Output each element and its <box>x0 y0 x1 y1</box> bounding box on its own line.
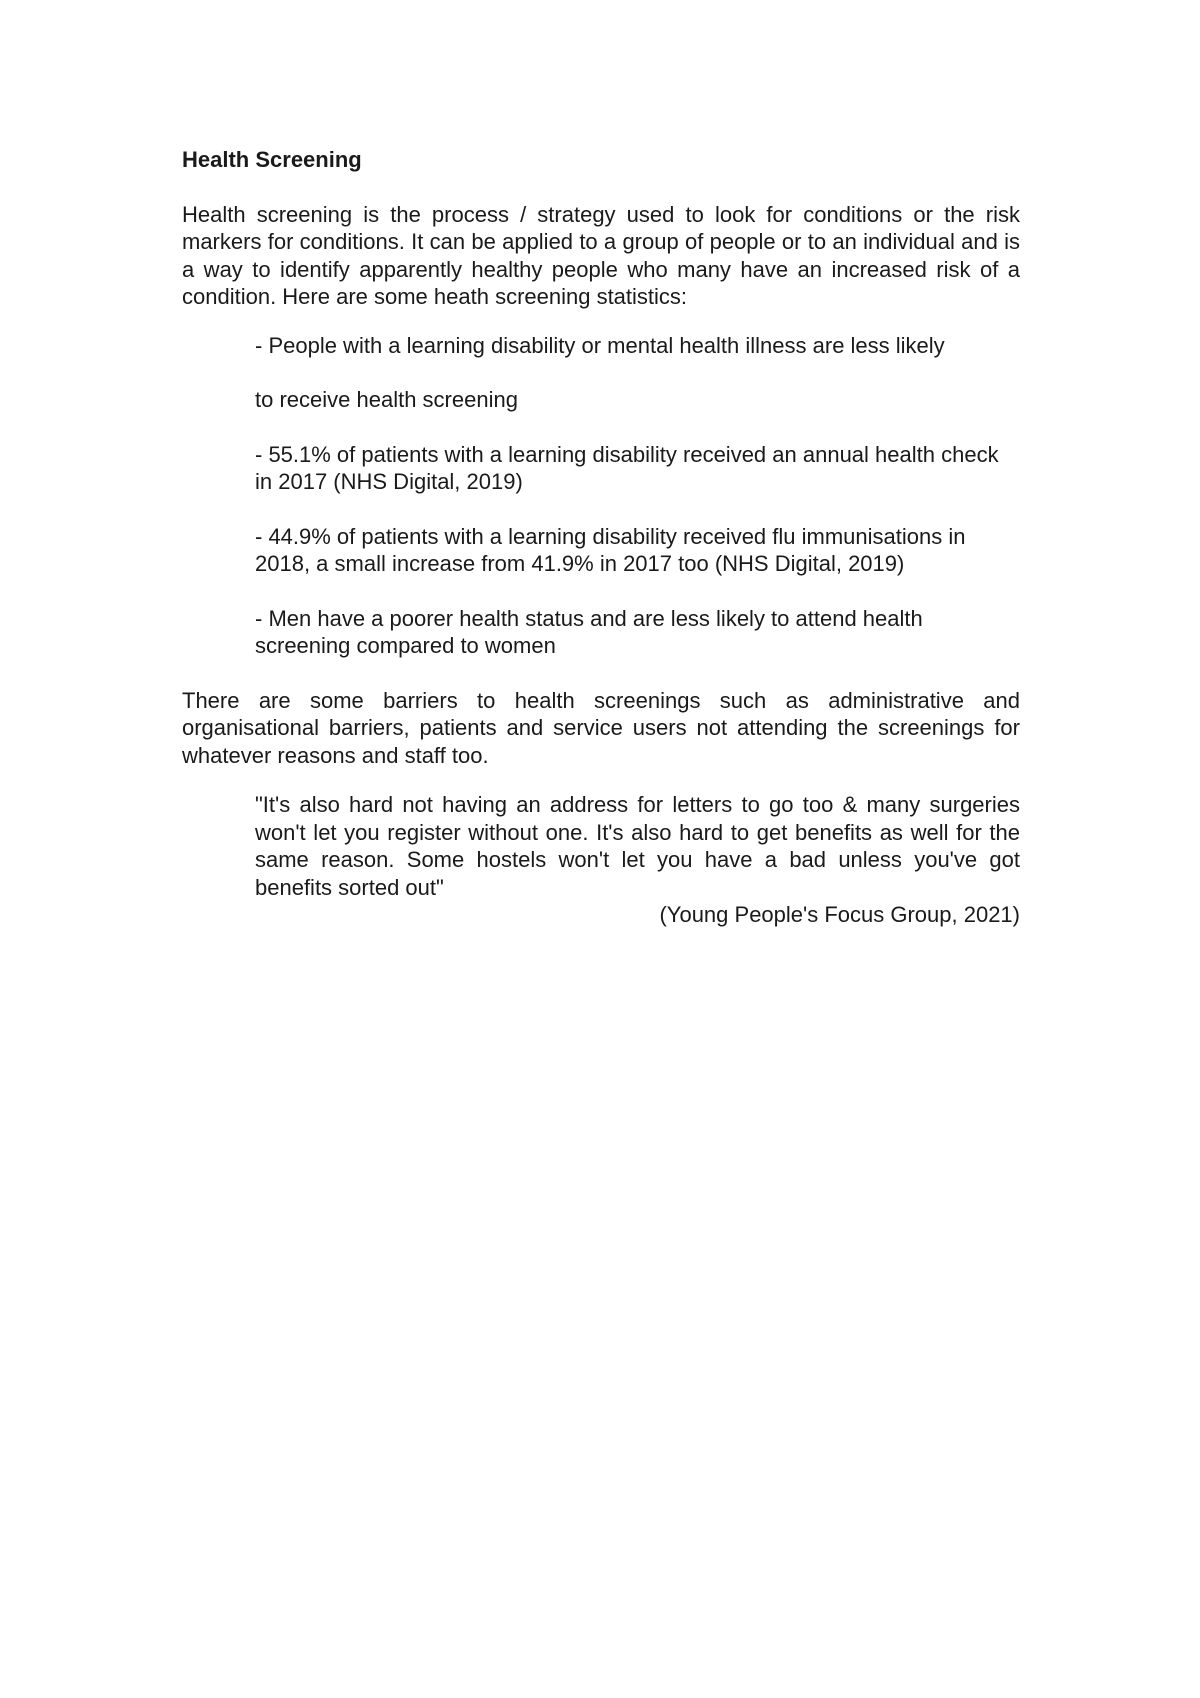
list-item: - 44.9% of patients with a learning disability received flu immunisations in 2018, a small increase from 41.9% in 2017 too (NHS Digital, 2019) <box>255 523 966 576</box>
statistics-list <box>255 332 1020 660</box>
list-item: to receive health screening <box>255 387 518 412</box>
quote-text: "It's also hard not having an address for letters to go too & many surgeries won't let you register without one. It's also hard to get benefits as well for the same reason. Some hostels won't let you have a bad unless you've got benefits sorted out" <box>255 792 1020 900</box>
focus-group-quote <box>255 791 1020 929</box>
list-item: - People with a learning disability or mental health illness are less likely <box>255 332 945 358</box>
quote-citation: (Young People's Focus Group, 2021) <box>659 902 1020 927</box>
document-body <box>182 146 1020 929</box>
list-item: - 55.1% of patients with a learning disability received an annual health check in 2017 (NHS Digital, 2019) <box>255 441 999 494</box>
intro-paragraph: Health screening is the process / strategy used to look for conditions or the risk markers for conditions. It can be applied to a group of people or to an individual and is a way to identify apparently healthy people who many have an increased risk of a condition. Here are some heath screening statistics: <box>182 201 1020 309</box>
page-title: Health Screening <box>182 147 362 172</box>
list-item: - Men have a poorer health status and are less likely to attend health screening compared to women <box>255 605 923 658</box>
barriers-paragraph: There are some barriers to health screenings such as administrative and organisational barriers, patients and service users not attending the screenings for whatever reasons and staff too. <box>182 687 1020 768</box>
